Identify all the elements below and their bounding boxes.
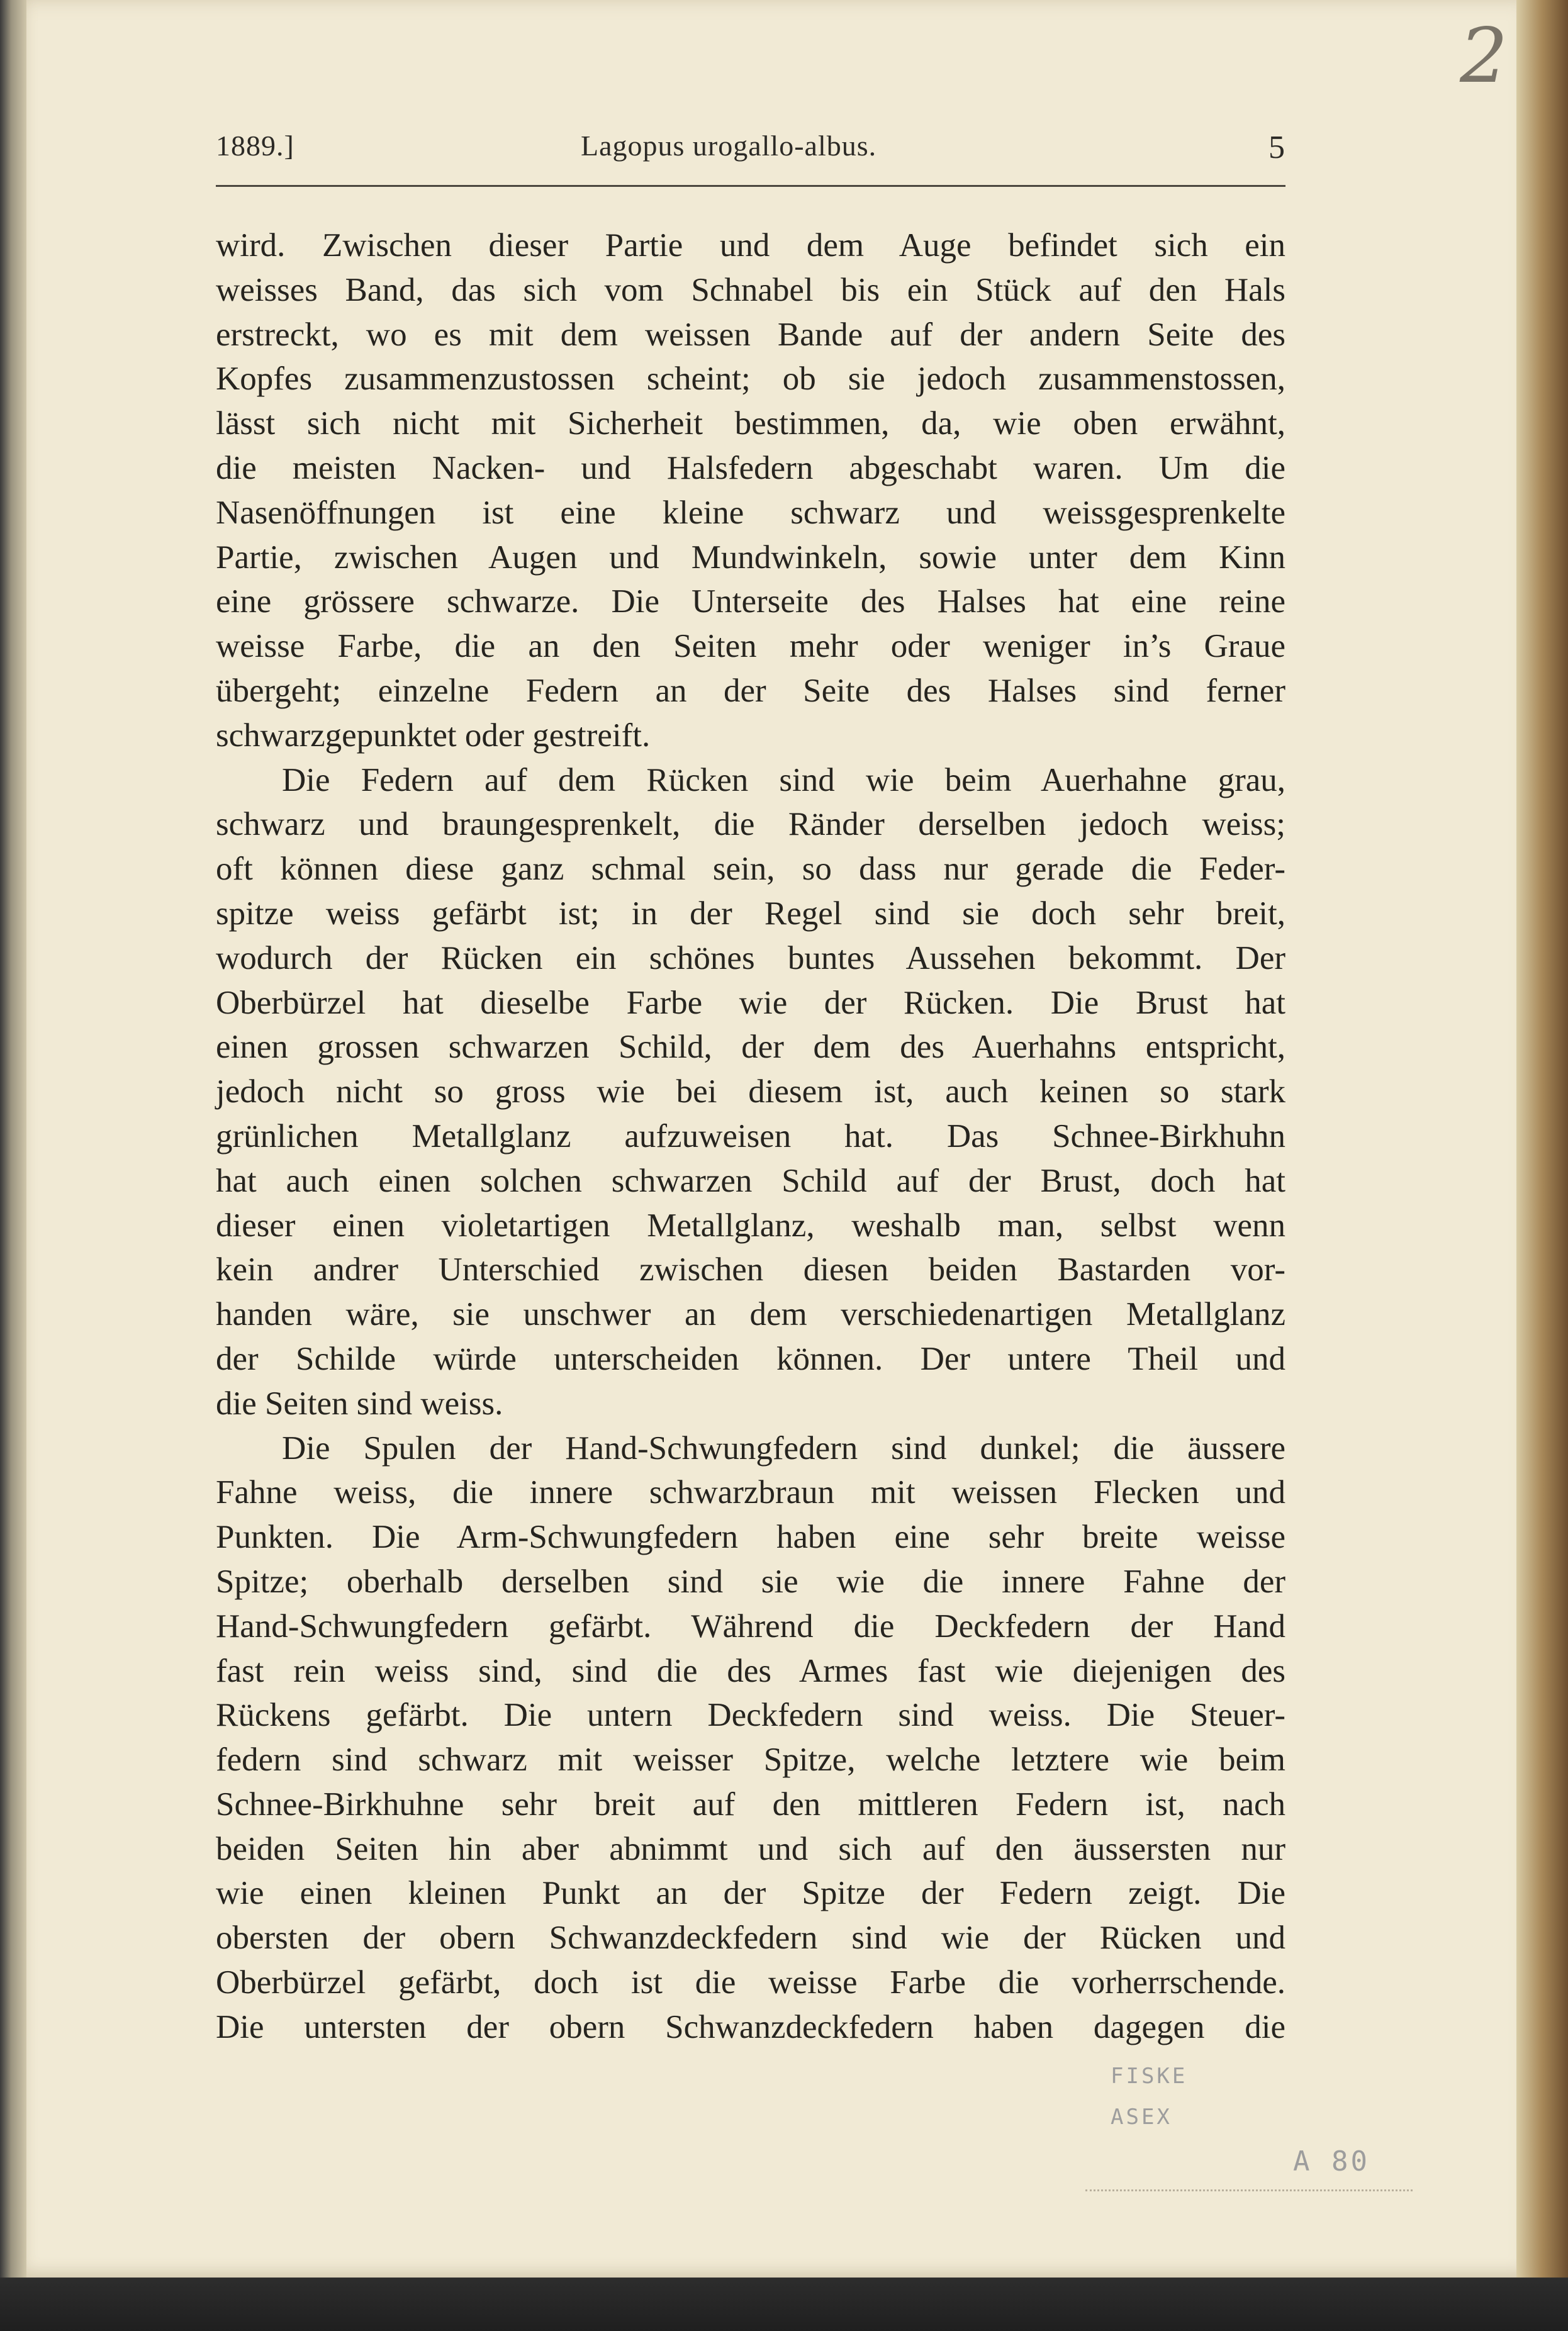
text-line: erstreckt, wo es mit dem weissen Bande auf der andern Seite des — [216, 316, 1285, 353]
text-line: Oberbürzel hat dieselbe Farbe wie der Rücken. Die Brust hat — [216, 984, 1285, 1021]
text-line: Die Federn auf dem Rücken sind wie beim Auerhahne grau, — [282, 761, 1285, 798]
text-line: federn sind schwarz mit weisser Spitze, welche letztere wie beim — [216, 1741, 1285, 1779]
text-line: Nasenöffnungen ist eine kleine schwarz und weissgesprenkelte — [216, 494, 1285, 531]
page-binding-edge — [0, 0, 26, 2331]
text-line: handen wäre, sie unschwer an dem verschiedenartigen Metallglanz — [216, 1296, 1285, 1333]
text-line: der Schilde würde unterscheiden können. Der untere Theil und — [216, 1340, 1285, 1377]
paragraph — [216, 758, 1285, 1426]
page-right-edge — [1516, 0, 1568, 2331]
text-line: Kopfes zusammenzustossen scheint; ob sie jedoch zusammenstossen, — [216, 361, 1285, 398]
text-line: Rückens gefärbt. Die untern Deckfedern sind weiss. Die Steuer- — [216, 1697, 1285, 1734]
text-line: schwarzgepunktet oder gestreift. — [216, 717, 651, 754]
text-line: Partie, zwischen Augen und Mundwinkeln, sowie unter dem Kinn — [216, 539, 1285, 576]
text-line: spitze weiss gefärbt ist; in der Regel sind sie doch sehr breit, — [216, 895, 1285, 932]
stamp-line-3: A 80 — [1293, 2145, 1370, 2177]
text-line: jedoch nicht so gross wie bei diesem ist, auch keinen so stark — [216, 1073, 1285, 1110]
header-rule — [216, 185, 1285, 187]
text-line: wodurch der Rücken ein schönes buntes Aussehen bekommt. Der — [216, 939, 1285, 976]
stamp-line-2: ASEX — [1111, 2105, 1172, 2130]
running-head — [216, 129, 1285, 173]
text-line: die Seiten sind weiss. — [216, 1385, 503, 1422]
text-line: kein andrer Unterschied zwischen diesen beiden Bastarden vor- — [216, 1251, 1285, 1288]
library-stamp — [1085, 2045, 1413, 2191]
text-line: dieser einen violetartigen Metallglanz, weshalb man, selbst wenn — [216, 1207, 1285, 1244]
text-line: Oberbürzel gefärbt, doch ist die weisse Farbe die vorherrschende. — [216, 1964, 1285, 2001]
text-line: schwarz und braungesprenkelt, die Ränder derselben jedoch weiss; — [216, 806, 1285, 843]
text-line: Die Spulen der Hand-Schwungfedern sind dunkel; die äussere — [282, 1429, 1285, 1467]
text-line: Schnee-Birkhuhne sehr breit auf den mittleren Federn ist, nach — [216, 1786, 1285, 1823]
text-line: Punkten. Die Arm-Schwungfedern haben eine sehr breite weisse — [216, 1519, 1285, 1556]
text-line: beiden Seiten hin aber abnimmt und sich auf den äussersten nur — [216, 1830, 1285, 1867]
paragraph — [216, 1426, 1285, 2050]
text-line: Spitze; oberhalb derselben sind sie wie die innere Fahne der — [216, 1563, 1285, 1600]
page-number: 5 — [1268, 130, 1285, 165]
stamp-line-1: FISKE — [1111, 2064, 1188, 2089]
text-line: hat auch einen solchen schwarzen Schild auf der Brust, doch hat — [216, 1162, 1285, 1199]
body-text — [216, 223, 1285, 2050]
text-line: Fahne weiss, die innere schwarzbraun mit weissen Flecken und — [216, 1474, 1285, 1511]
text-line: einen grossen schwarzen Schild, der dem des Auerhahns entspricht, — [216, 1029, 1285, 1066]
text-line: Hand-Schwungfedern gefärbt. Während die Deckfedern der Hand — [216, 1607, 1285, 1645]
running-head-year: 1889.] — [216, 130, 294, 162]
running-head-title: Lagopus urogallo-albus. — [581, 130, 877, 162]
text-line: oft können diese ganz schmal sein, so dass nur gerade die Feder- — [216, 851, 1285, 888]
scan-background — [0, 2278, 1568, 2331]
text-line: fast rein weiss sind, sind die des Armes fast wie diejenigen des — [216, 1652, 1285, 1689]
text-line: die meisten Nacken- und Halsfedern abgeschabt waren. Um die — [216, 449, 1285, 486]
text-line: übergeht; einzelne Federn an der Seite des Halses sind ferner — [216, 672, 1285, 709]
text-line: Die untersten der obern Schwanzdeckfedern haben dagegen die — [216, 2008, 1285, 2045]
text-line: wie einen kleinen Punkt an der Spitze der Federn zeigt. Die — [216, 1875, 1285, 1912]
text-line: wird. Zwischen dieser Partie und dem Auge befindet sich ein — [216, 227, 1285, 264]
handwritten-page-mark: 2 — [1460, 13, 1508, 100]
text-line: weisse Farbe, die an den Seiten mehr oder weniger in’s Graue — [216, 628, 1285, 665]
text-line: obersten der obern Schwanzdeckfedern sind wie der Rücken und — [216, 1920, 1285, 1957]
paragraph — [216, 223, 1285, 758]
text-line: weisses Band, das sich vom Schnabel bis ein Stück auf den Hals — [216, 271, 1285, 308]
text-line: eine grössere schwarze. Die Unterseite des Halses hat eine reine — [216, 583, 1285, 620]
text-line: lässt sich nicht mit Sicherheit bestimmen, da, wie oben erwähnt, — [216, 405, 1285, 442]
text-line: grünlichen Metallglanz aufzuweisen hat. Das Schnee-Birkhuhn — [216, 1117, 1285, 1154]
